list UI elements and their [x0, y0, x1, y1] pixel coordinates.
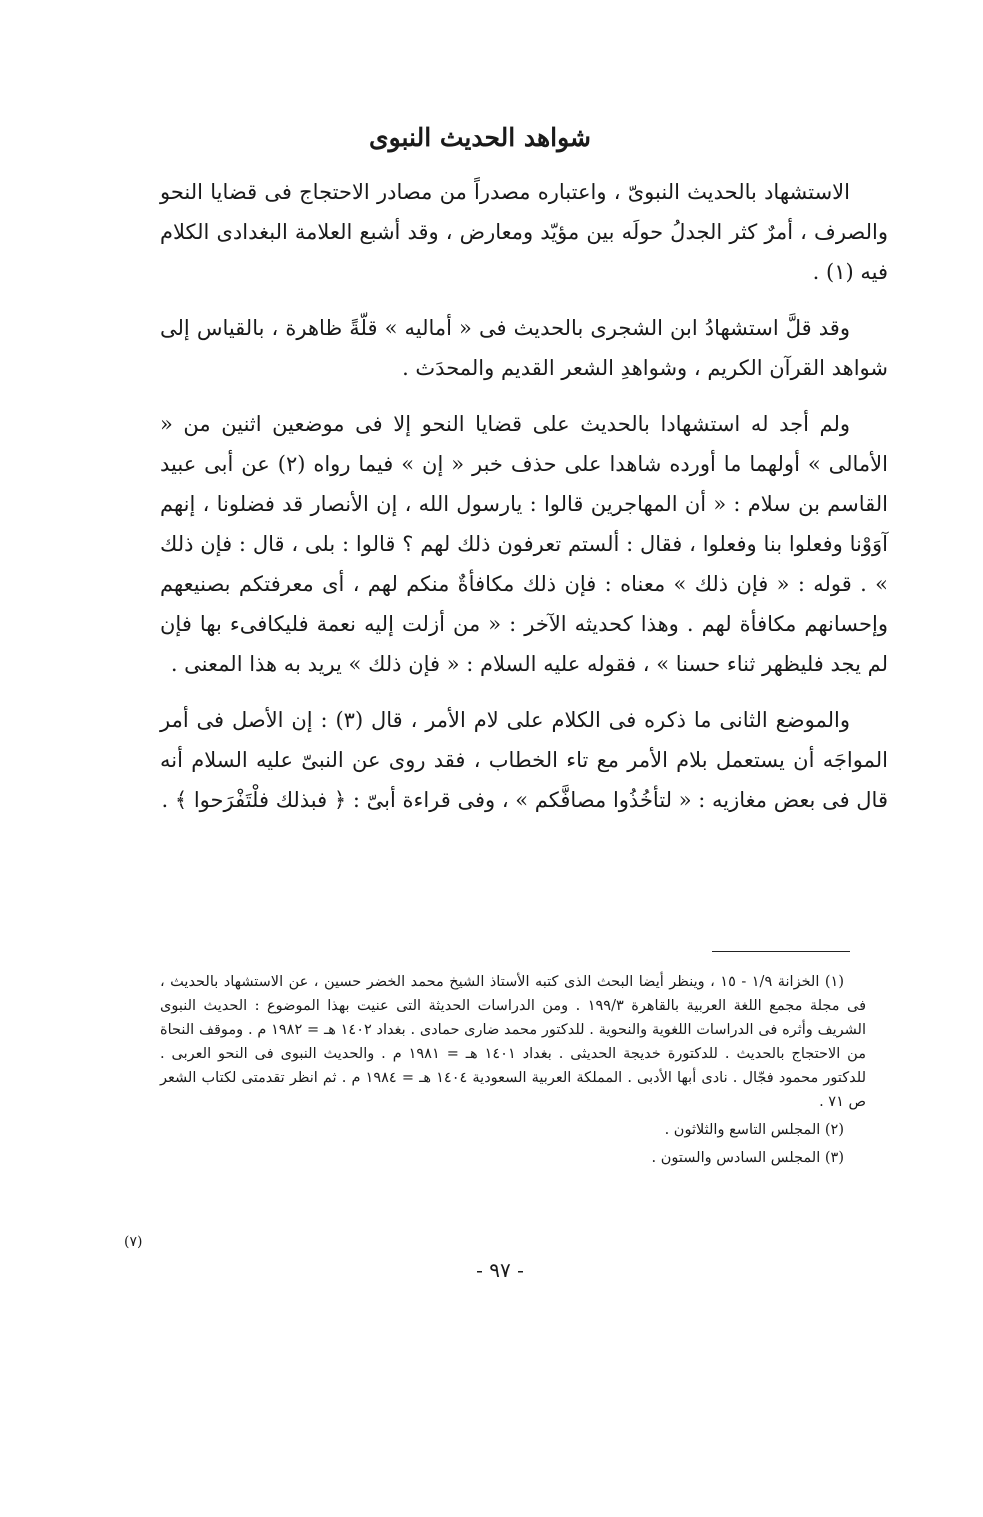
- footnote-3: (٣) المجلس السادس والستون .: [651, 1150, 844, 1166]
- paragraph-3: ولم أجد له استشهادا بالحديث على قضايا النحو إلا فى موضعين اثنين من « الأمالى » أولهما ما أورده شاهدا على حذف خبر « إن » فيما رواه (٢) عن أبى عبيد القاسم بن سلام : « أن المهاجرين قالوا : يارسول الله ، إن الأنصار قد فضلونا ، إنهم آوَوْنا وفعلوا بنا وفعلوا ، فقال : ألستم تعرفون ذلك لهم ؟ قالوا : بلى ، قال : فإن ذلك » . قوله : « فإن ذلك » معناه : فإن ذلك مكافأةٌ منكم لهم ، أى معرفتكم بصنيعهم وإحسانهم مكافأة لهم . وهذا كحديثه الآخر : « من أزلت إليه نعمة فليكافىء بها فإن لم يجد فليظهر ثناء حسنا » ، فقوله عليه السلام : « فإن ذلك » يريد به هذا المعنى .: [160, 412, 888, 676]
- footnote-2: (٢) المجلس التاسع والثلاثون .: [664, 1122, 844, 1138]
- footnotes: [160, 970, 866, 1174]
- paragraph-4: والموضع الثانى ما ذكره فى الكلام على لام الأمر ، قال (٣) : إن الأصل فى أمر المواجَه أن يستعمل بلام الأمر مع تاء الخطاب ، فقد روى عن النبىّ عليه السلام أنه قال فى بعض مغازيه : « لتأخُذُوا مصافَّكم » ، وفى قراءة أبىّ : ﴿ فبذلك فلْتَفْرَحوا ﴾ .: [160, 708, 888, 812]
- footnote-1: (١) الخزانة ١/٩ - ١٥ ، وينظر أيضا البحث الذى كتبه الأستاذ الشيخ محمد الخضر حسين ، عن الاستشهاد بالحديث ، فى مجلة مجمع اللغة العربية بالقاهرة ١٩٩/٣ . ومن الدراسات الحديثة التى عنيت بهذا الموضوع : الحديث النبوى الشريف وأثره فى الدراسات اللغوية والنحوية . للدكتور محمد ضارى حمادى . بغداد ١٤٠٢ هـ = ١٩٨٢ م . وموقف النحاة من الاحتجاج بالحديث . للدكتورة خديجة الحديثى . بغداد ١٤٠١ هـ = ١٩٨١ م . والحديث النبوى فى النحو العربى . للدكتور محمود فجّال . نادى أبها الأدبى . المملكة العربية السعودية ١٤٠٤ هـ = ١٩٨٤ م . ثم انظر تقدمتى لكتاب الشعر ص ٧١ .: [160, 974, 867, 1110]
- paragraph-1: الاستشهاد بالحديث النبوىّ ، واعتباره مصدراً من مصادر الاحتجاج فى قضايا النحو والصرف ، أمرٌ كثر الجدلُ حولَه بين مؤيّد ومعارض ، وقد أشبع العلامة البغدادى الكلام فيه (١) .: [160, 180, 888, 284]
- page-title: شواهد الحديث النبوى: [369, 123, 591, 152]
- signature-mark: (٧): [124, 1234, 143, 1250]
- paragraph-2: وقد قلَّ استشهادُ ابن الشجرى بالحديث فى « أماليه » قلّةً ظاهرة ، بالقياس إلى شواهد القرآن الكريم ، وشواهدِ الشعر القديم والمحدَث .: [160, 316, 888, 380]
- footnote-divider: [712, 951, 850, 952]
- main-text: [160, 172, 888, 836]
- page-number: - ٩٧ -: [476, 1258, 524, 1282]
